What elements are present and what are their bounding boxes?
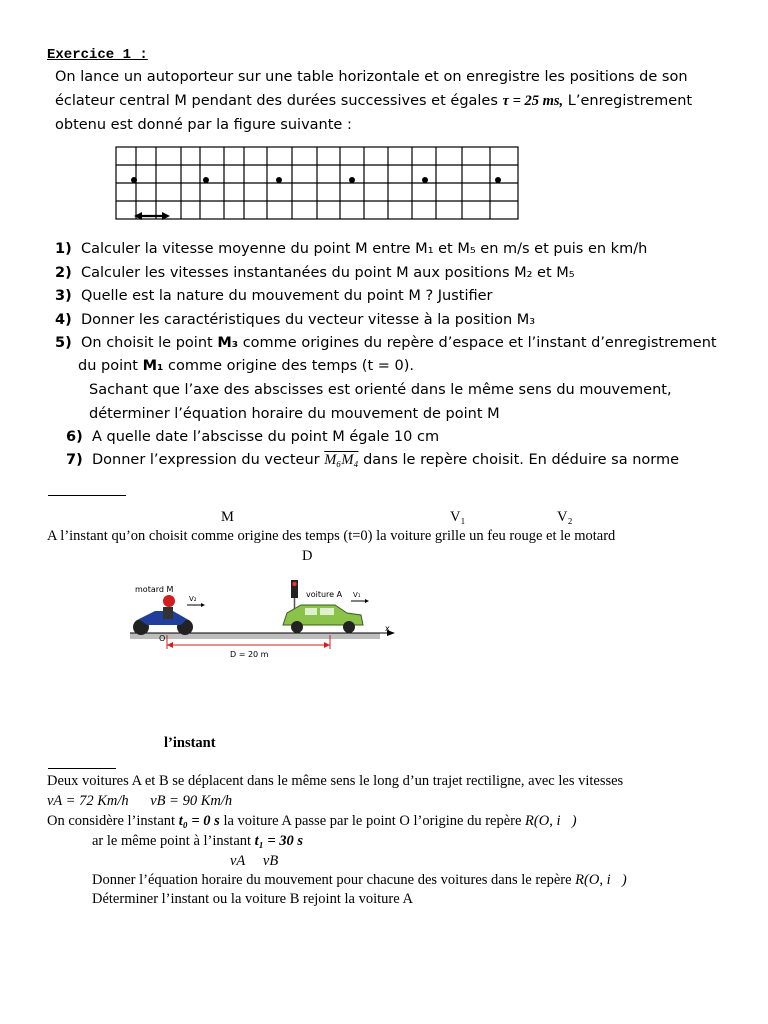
instant-label: l’instant bbox=[164, 735, 216, 751]
question-5-line-4: déterminer l’équation horaire du mouvement de point M bbox=[89, 406, 500, 422]
vb-label: vB bbox=[262, 853, 279, 869]
speed-b: vB = 90 Km/h bbox=[150, 793, 233, 809]
origin-label: O bbox=[159, 634, 166, 643]
intro-line-2b: L’enregistrement bbox=[567, 93, 693, 109]
section3-line-6 bbox=[92, 872, 627, 889]
recording-figure bbox=[112, 145, 522, 223]
label-m: M bbox=[221, 509, 234, 525]
question-text: comme origines du repère d’espace et l’instant d’enregistrement bbox=[242, 335, 717, 351]
position-dot bbox=[276, 177, 282, 183]
intro-line-2 bbox=[55, 93, 692, 110]
tau-value: τ = 25 ms, bbox=[502, 93, 564, 109]
position-dot bbox=[131, 177, 137, 183]
question-5 bbox=[55, 335, 717, 351]
line3a: On considère l’instant bbox=[47, 813, 176, 829]
question-7 bbox=[66, 452, 679, 469]
question-5-line-3: Sachant que l’axe des abscisses est orienté dans le même sens du mouvement, bbox=[89, 382, 672, 398]
section3-line-5 bbox=[230, 853, 278, 870]
question-1 bbox=[55, 241, 647, 257]
line6a: Donner l’équation horaire du mouvement pour chacune des voitures dans le repère bbox=[92, 872, 572, 888]
question-number: 4) bbox=[55, 312, 72, 328]
t0-value: t₀ = 0 s bbox=[178, 813, 220, 829]
point-m1: M₁ bbox=[142, 358, 164, 374]
repere: R(O, i⃗) bbox=[525, 813, 577, 829]
question-6 bbox=[66, 429, 439, 445]
v2-label: V₂ bbox=[189, 595, 197, 603]
moto-label: motard M bbox=[135, 585, 174, 594]
line3b: la voiture A passe par le point O l’origine du repère bbox=[223, 813, 522, 829]
question-text: On choisit le point bbox=[81, 335, 213, 351]
question-text: A quelle date l’abscisse du point M égale 10 cm bbox=[92, 429, 440, 445]
label-v2: V₂ bbox=[557, 509, 573, 525]
section3-line-4 bbox=[92, 833, 303, 850]
label-d: D bbox=[302, 548, 313, 564]
vector-m6m4: M₆M₄ bbox=[324, 452, 359, 468]
question-text: Quelle est la nature du mouvement du point M ? Justifier bbox=[81, 288, 493, 304]
question-number: 7) bbox=[66, 452, 83, 468]
car-label: voiture A bbox=[306, 590, 343, 599]
intro-line-2a: éclateur central M pendant des durées successives et égales bbox=[55, 93, 498, 109]
moto-car-figure bbox=[125, 575, 400, 660]
section2-line-1: A l’instant qu’on choisit comme origine des temps (t=0) la voiture grille un feu rouge et le motard bbox=[47, 528, 616, 544]
speed-a: vA = 72 Km/h bbox=[47, 793, 129, 809]
position-dot bbox=[495, 177, 501, 183]
section3-line-1: Deux voitures A et B se déplacent dans le même sens le long d’un trajet rectiligne, avec les vitesses bbox=[47, 773, 624, 789]
question-number: 2) bbox=[55, 265, 72, 281]
question-text: Calculer la vitesse moyenne du point M entre M₁ et M₅ en m/s et puis en km/h bbox=[81, 241, 648, 257]
exercise-title: Exercice 1 : bbox=[47, 47, 148, 63]
position-dot bbox=[349, 177, 355, 183]
point-m3: M₃ bbox=[217, 335, 239, 351]
section3-line-3 bbox=[47, 813, 577, 830]
intro-line-1: On lance un autoporteur sur une table horizontale et on enregistre les positions de son bbox=[55, 69, 688, 85]
question-text: comme origine des temps (t = 0). bbox=[167, 358, 415, 374]
t1-value: t₁ = 30 s bbox=[254, 833, 304, 849]
question-5-line-2 bbox=[78, 358, 414, 374]
position-dot bbox=[422, 177, 428, 183]
question-text: dans le repère choisit. En déduire sa norme bbox=[363, 452, 680, 468]
question-number: 5) bbox=[55, 335, 72, 351]
intro-line-3: obtenu est donné par la figure suivante : bbox=[55, 117, 352, 133]
position-dot bbox=[203, 177, 209, 183]
motorcycle bbox=[133, 595, 193, 635]
question-text: Calculer les vitesses instantanées du point M aux positions M₂ et M₅ bbox=[81, 265, 575, 281]
question-text: Donner l’expression du vecteur bbox=[92, 452, 320, 468]
separator bbox=[48, 495, 126, 496]
question-4 bbox=[55, 312, 535, 328]
label-v1: V₁ bbox=[450, 509, 466, 525]
repere-2: R(O, i⃗) bbox=[575, 872, 627, 888]
question-2 bbox=[55, 265, 575, 281]
question-number: 1) bbox=[55, 241, 72, 257]
separator bbox=[48, 768, 116, 769]
question-text: du point bbox=[78, 358, 138, 374]
v1-label: V₁ bbox=[353, 591, 361, 599]
va-label: vA bbox=[230, 853, 246, 869]
question-3 bbox=[55, 288, 493, 304]
section3-line-7: Déterminer l’instant ou la voiture B rejoint la voiture A bbox=[92, 891, 413, 907]
car-a bbox=[283, 605, 363, 633]
section3-speeds bbox=[47, 793, 232, 810]
question-text: Donner les caractéristiques du vecteur vitesse à la position M₃ bbox=[81, 312, 536, 328]
question-number: 6) bbox=[66, 429, 83, 445]
line4a: ar le même point à l’instant bbox=[92, 833, 252, 849]
question-number: 3) bbox=[55, 288, 72, 304]
distance-label: D = 20 m bbox=[230, 650, 269, 659]
axis-x-label: x bbox=[385, 624, 390, 633]
